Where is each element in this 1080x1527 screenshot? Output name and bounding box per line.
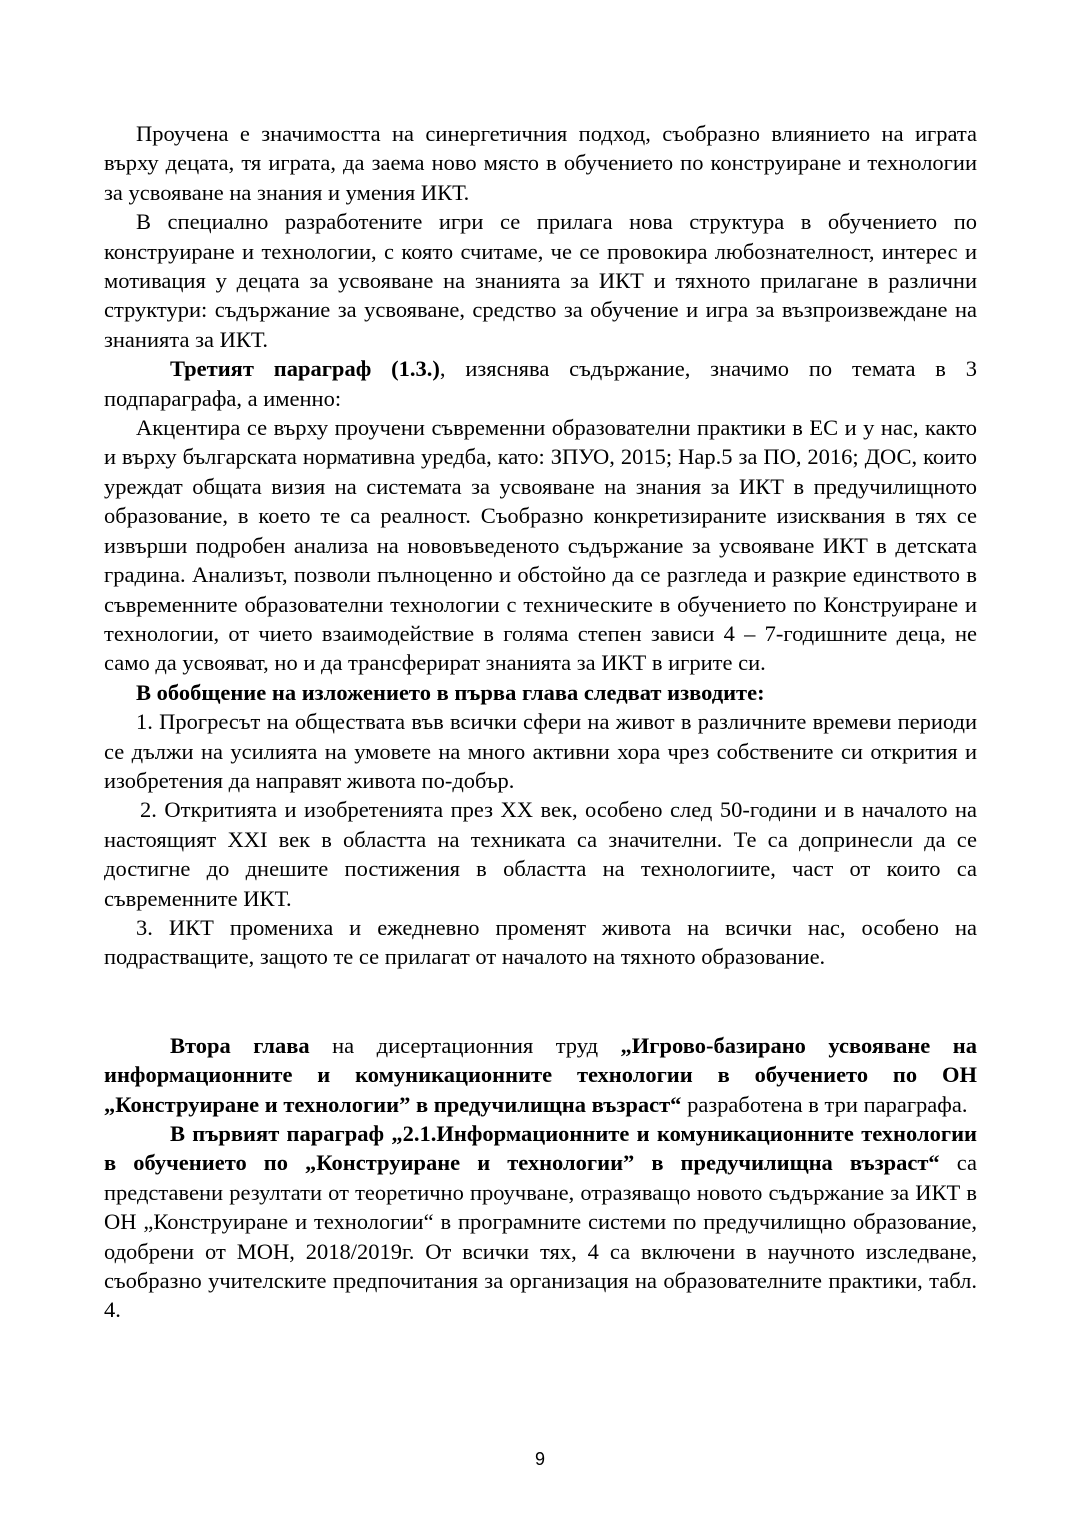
paragraph-section-2-1 [104,1119,977,1325]
chapter-two-text-2: разработена в три параграфа. [681,1091,968,1117]
paragraph-4: Акцентира се върху проучени съвременни образователни практики в ЕС и у нас, както и върху българската нормативна уредба, като: ЗПУО, 2015; Нар.5 за ПО, 2016; ДОС, които уреждат общата визия на системата за усвояване на знания за ИКТ в предучилищното образование, в което те са реалност. Съобразно конкретизираните изисквания в тях се извърши подробен анализа на нововъведеното съдържание за усвояване ИКТ в детската градина. Анализът, позволи пълноценно и обстойно да се разгледа и разкрие единството в съвременните образователни технологии с техническите в обучението по Конструиране и технологии, от чието взаимодействие в голяма степен зависи 4 – 7-годишните деца, не само да усвояват, но и да трансферират знанията за ИКТ в игрите си. [104,415,977,676]
chapter-two-text-1: на дисертационния труд [309,1032,621,1058]
page-number: 9 [534,1449,545,1469]
chapter-two-label: Втора глава [170,1032,310,1058]
conclusions-heading: В обобщение на изложението в първа глава следват изводите: [136,679,765,705]
conclusion-3: 3. ИКТ промениха и ежедневно променят живота на всички нас, особено на подрастващите, защото те се прилагат от началото на тяхното образование. [104,914,977,970]
body-text [104,119,977,1325]
paragraph-3-text: , изяснява съдържание, значимо по темата в 3 подпараграфа, а именно: [104,356,978,411]
paragraph-2: В специално разработените игри се прилага нова структура в обучението по конструиране и технологии, с която считаме, че се провокира любознателност, интерес и мотивация у децата за усвояване на знанията за ИКТ и тяхното прилагане в различни структури: съдържание за усвояване, средство за обучение и игра за възпроизвеждане на знанията за ИКТ. [104,209,977,352]
paragraph-3-heading: Третият параграф (1.3.) [170,356,440,382]
conclusion-1: 1. Прогресът на обществата във всички сфери на живот в различните времеви периоди се дължи на усилията на умовете на много активни хора чрез собствените си открития и изобретения да направят живота по-добър. [104,709,977,793]
paragraph-chapter-two [104,1031,977,1119]
dissertation-title: „Игрово-базирано усвояване на информационните и комуникационните технологии в обучението по ОН „Конструиране и технологии” в предучилищна възраст“ [104,1032,977,1117]
section-2-1-title: В първият параграф „2.1.Информационните и комуникационните технологии в обучението по „Конструиране и технологии” в предучилищна възраст“ [104,1121,977,1176]
paragraph-1: Проучена е значимостта на синергетичния подход, съобразно влиянието на играта върху децата, тя играта, да заема ново място в обучението по конструиране и технологии за усвояване на знания и умения ИКТ. [104,121,977,205]
conclusion-2: 2. Откритията и изобретенията през XX век, особено след 50-години и в началото на настоящият XXI век в областта на техниката са значителни. Те са допринесли да се достигне до днешите постижения в областта на технологиите, част от които са съвременните ИКТ. [104,797,977,911]
section-2-1-text: са представени резултати от теоретично проучване, отразяващо новото съдържание за ИКТ в ОН „Конструиране и технологии“ в програмните системи по предучилищно образование, одобрени от МОН, 2018/2019г. От всички тях, 4 са включени в научното изследване, съобразно учителските предпочитания за организация на образователните практики, табл. 4. [104,1150,977,1323]
paragraph-5 [104,678,977,707]
paragraph-3 [104,354,977,413]
